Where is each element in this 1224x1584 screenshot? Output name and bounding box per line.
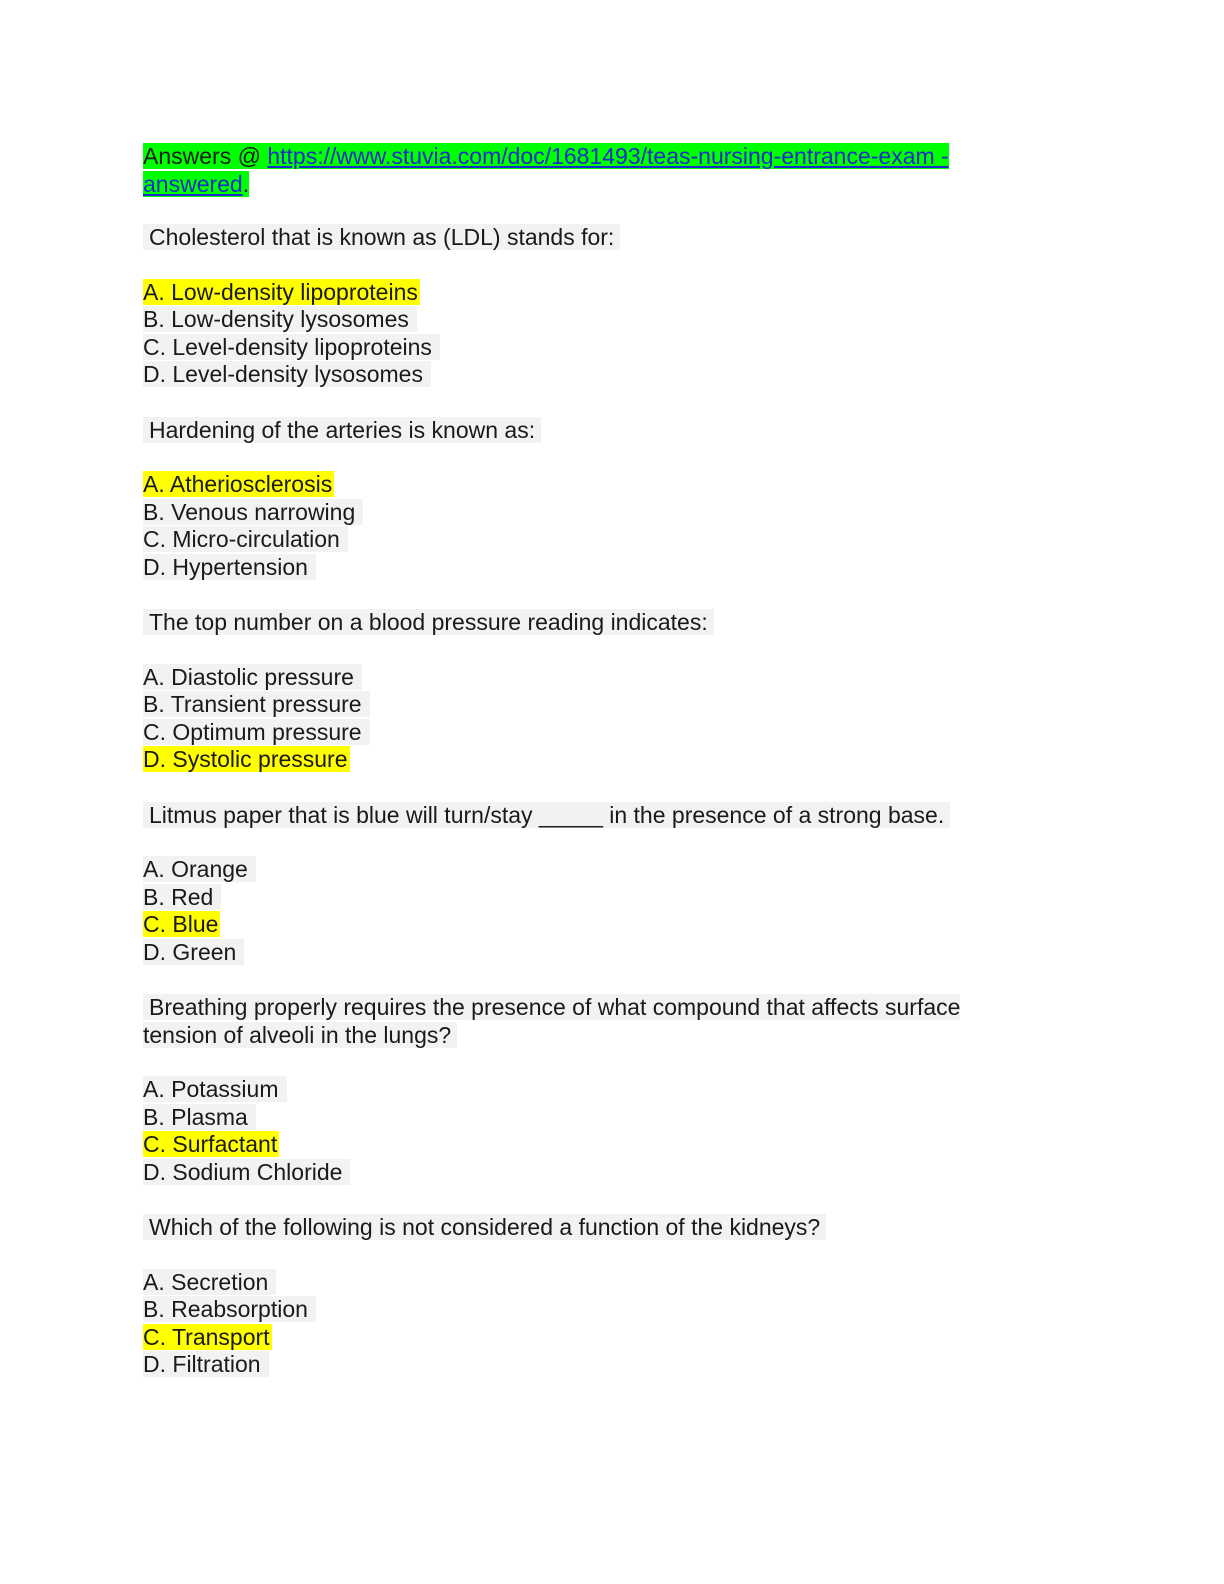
document-content [143, 143, 1003, 1407]
answer-option [143, 306, 1003, 334]
answer-option-label: D. Sodium Chloride [143, 1159, 350, 1185]
answers-prefix: Answers @ [143, 143, 268, 169]
answer-option [143, 1076, 1003, 1104]
answer-option-label: D. Hypertension [143, 554, 316, 580]
answer-option-label: B. Plasma [143, 1104, 256, 1130]
answer-option [143, 856, 1003, 884]
question-text: Cholesterol that is known as (LDL) stands for: [143, 224, 620, 250]
answer-option-label: D. Filtration [143, 1351, 269, 1377]
answer-option [143, 361, 1003, 389]
question-text: Litmus paper that is blue will turn/stay _____ in the presence of a strong base. [143, 802, 950, 828]
answer-option-label: C. Surfactant [143, 1131, 278, 1157]
answer-option [143, 526, 1003, 554]
answer-option-label: C. Level-density lipoproteins [143, 334, 440, 360]
answer-option [143, 719, 1003, 747]
answer-option-label: B. Venous narrowing [143, 499, 363, 525]
answers-link[interactable]: https://www.stuvia.com/doc/1681493/teas-nursing-entrance-exam - [267, 143, 949, 169]
answer-option-label: D. Level-density lysosomes [143, 361, 431, 387]
answers-suffix: . [242, 170, 250, 197]
answer-option-label: A. Diastolic pressure [143, 664, 362, 690]
answer-option-label: B. Reabsorption [143, 1296, 316, 1322]
answer-option [143, 884, 1003, 912]
answer-option-label: B. Low-density lysosomes [143, 306, 417, 332]
question-text: Hardening of the arteries is known as: [143, 417, 541, 443]
answer-option [143, 334, 1003, 362]
answer-option-label: A. Secretion [143, 1269, 276, 1295]
question-block [143, 609, 1003, 774]
answer-option [143, 1104, 1003, 1132]
question-block [143, 802, 1003, 967]
answer-option-label: B. Transient pressure [143, 691, 370, 717]
answer-option-label: D. Green [143, 939, 244, 965]
answer-option [143, 1131, 1003, 1159]
answer-option [143, 939, 1003, 967]
answer-option [143, 279, 1003, 307]
answers-link-continued[interactable]: answered [143, 170, 243, 197]
answer-option [143, 1269, 1003, 1297]
answer-option-label: B. Red [143, 884, 221, 910]
answer-option-label: C. Micro-circulation [143, 526, 348, 552]
answer-option-label: C. Transport [143, 1323, 270, 1350]
answer-option [143, 911, 1003, 939]
question-text: The top number on a blood pressure reading indicates: [143, 609, 714, 635]
answer-option [143, 1324, 1003, 1352]
answer-option-label: C. Optimum pressure [143, 719, 370, 745]
question-text: Which of the following is not considered a function of the kidneys? [143, 1214, 826, 1240]
answer-option [143, 691, 1003, 719]
answer-option [143, 1159, 1003, 1187]
answer-option-label: A. Atheriosclerosis [143, 471, 333, 497]
answer-option [143, 471, 1003, 499]
answer-option [143, 664, 1003, 692]
answer-option-label: C. Blue [143, 911, 219, 937]
answer-option-label: A. Orange [143, 856, 256, 882]
answer-option [143, 554, 1003, 582]
answers-banner [143, 143, 1003, 198]
answer-option [143, 499, 1003, 527]
answer-option [143, 1351, 1003, 1379]
question-block [143, 224, 1003, 389]
answer-option [143, 1296, 1003, 1324]
answer-option [143, 746, 1003, 774]
question-block [143, 1214, 1003, 1379]
question-block [143, 994, 1003, 1186]
answer-option-label: A. Potassium [143, 1076, 287, 1102]
answer-option-label: D. Systolic pressure [143, 746, 348, 772]
answer-option-label: A. Low-density lipoproteins [143, 278, 418, 305]
question-text: Breathing properly requires the presence of what compound that affects surface tension of alveoli in the lungs? [143, 994, 961, 1048]
question-block [143, 417, 1003, 582]
